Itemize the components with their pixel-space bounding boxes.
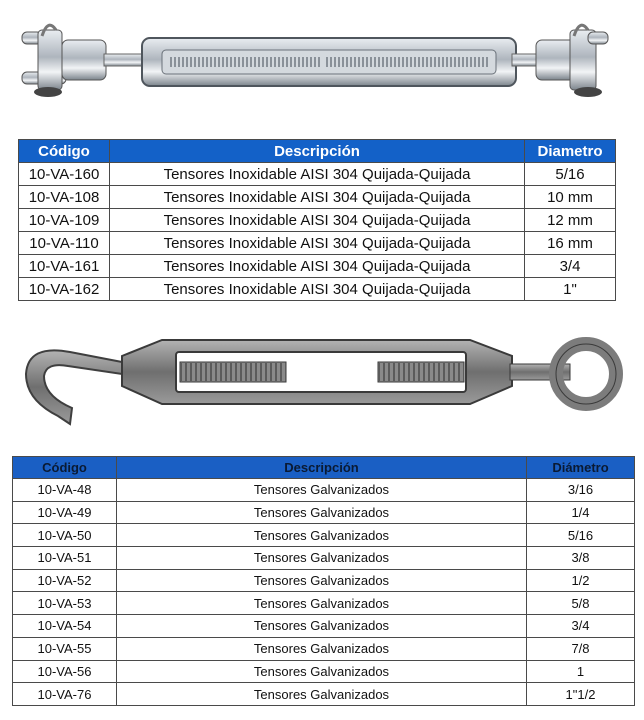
cell-code: 10-VA-108 xyxy=(19,186,110,209)
table-row xyxy=(13,637,635,660)
header-diametro: Diámetro xyxy=(527,457,635,479)
header-descripcion: Descripción xyxy=(117,457,527,479)
cell-code: 10-VA-54 xyxy=(13,615,117,638)
cell-description: Tensores Inoxidable AISI 304 Quijada-Quijada xyxy=(110,186,525,209)
right-pin-head xyxy=(588,32,608,44)
cell-diameter: 1"1/2 xyxy=(527,683,635,706)
cell-description: Tensores Inoxidable AISI 304 Quijada-Quijada xyxy=(110,278,525,301)
cell-description: Tensores Galvanizados xyxy=(117,615,527,638)
table-row xyxy=(13,592,635,615)
body-thread-right xyxy=(378,362,464,382)
table-row xyxy=(19,163,616,186)
cell-diameter: 1/2 xyxy=(527,569,635,592)
cell-description: Tensores Inoxidable AISI 304 Quijada-Quijada xyxy=(110,163,525,186)
cell-code: 10-VA-56 xyxy=(13,660,117,683)
table-row xyxy=(19,278,616,301)
galvanized-hook-eye-turnbuckle-image xyxy=(0,312,644,447)
cell-description: Tensores Galvanizados xyxy=(117,547,527,570)
body-window xyxy=(162,50,496,74)
cell-diameter: 10 mm xyxy=(525,186,616,209)
cell-diameter: 1/4 xyxy=(527,501,635,524)
cell-description: Tensores Galvanizados xyxy=(117,501,527,524)
table-header-row xyxy=(19,140,616,163)
cell-diameter: 5/16 xyxy=(527,524,635,547)
cell-code: 10-VA-55 xyxy=(13,637,117,660)
cell-diameter: 1" xyxy=(525,278,616,301)
table-header-row xyxy=(13,457,635,479)
table-row xyxy=(13,501,635,524)
cell-diameter: 16 mm xyxy=(525,232,616,255)
cell-diameter: 12 mm xyxy=(525,209,616,232)
header-descripcion: Descripción xyxy=(110,140,525,163)
cell-code: 10-VA-53 xyxy=(13,592,117,615)
cell-diameter: 3/16 xyxy=(527,479,635,502)
header-codigo: Código xyxy=(19,140,110,163)
right-nut xyxy=(574,87,602,97)
cell-description: Tensores Galvanizados xyxy=(117,479,527,502)
cell-description: Tensores Galvanizados xyxy=(117,637,527,660)
table-row xyxy=(13,660,635,683)
cell-description: Tensores Galvanizados xyxy=(117,660,527,683)
table-row xyxy=(19,186,616,209)
cell-diameter: 3/4 xyxy=(525,255,616,278)
left-jaw-body xyxy=(38,30,62,90)
cell-description: Tensores Galvanizados xyxy=(117,592,527,615)
cell-description: Tensores Galvanizados xyxy=(117,569,527,592)
header-codigo: Código xyxy=(13,457,117,479)
cell-diameter: 3/8 xyxy=(527,547,635,570)
table-row xyxy=(13,615,635,638)
header-diametro: Diametro xyxy=(525,140,616,163)
cell-description: Tensores Inoxidable AISI 304 Quijada-Quijada xyxy=(110,255,525,278)
table-row xyxy=(13,524,635,547)
galvanized-turnbuckle-table xyxy=(12,456,635,706)
hook xyxy=(26,350,122,424)
left-jaw-neck xyxy=(62,40,106,80)
cell-code: 10-VA-110 xyxy=(19,232,110,255)
cell-code: 10-VA-109 xyxy=(19,209,110,232)
cell-description: Tensores Inoxidable AISI 304 Quijada-Quijada xyxy=(110,209,525,232)
left-nut xyxy=(34,87,62,97)
cell-code: 10-VA-160 xyxy=(19,163,110,186)
cell-description: Tensores Galvanizados xyxy=(117,524,527,547)
cell-diameter: 5/8 xyxy=(527,592,635,615)
cell-diameter: 1 xyxy=(527,660,635,683)
left-thread xyxy=(104,54,144,66)
cell-description: Tensores Inoxidable AISI 304 Quijada-Quijada xyxy=(110,232,525,255)
table-row xyxy=(13,547,635,570)
table-row xyxy=(19,232,616,255)
cell-code: 10-VA-162 xyxy=(19,278,110,301)
cell-code: 10-VA-76 xyxy=(13,683,117,706)
cell-diameter: 3/4 xyxy=(527,615,635,638)
cell-description: Tensores Galvanizados xyxy=(117,683,527,706)
table-row xyxy=(13,569,635,592)
stainless-jaw-jaw-turnbuckle-image xyxy=(0,0,644,120)
cell-code: 10-VA-50 xyxy=(13,524,117,547)
cell-code: 10-VA-48 xyxy=(13,479,117,502)
cell-diameter: 5/16 xyxy=(525,163,616,186)
cell-code: 10-VA-161 xyxy=(19,255,110,278)
cell-code: 10-VA-52 xyxy=(13,569,117,592)
cell-diameter: 7/8 xyxy=(527,637,635,660)
table-row xyxy=(19,255,616,278)
cell-code: 10-VA-49 xyxy=(13,501,117,524)
stainless-turnbuckle-table xyxy=(18,139,616,301)
table-row xyxy=(13,479,635,502)
cell-code: 10-VA-51 xyxy=(13,547,117,570)
table-row xyxy=(19,209,616,232)
table-row xyxy=(13,683,635,706)
